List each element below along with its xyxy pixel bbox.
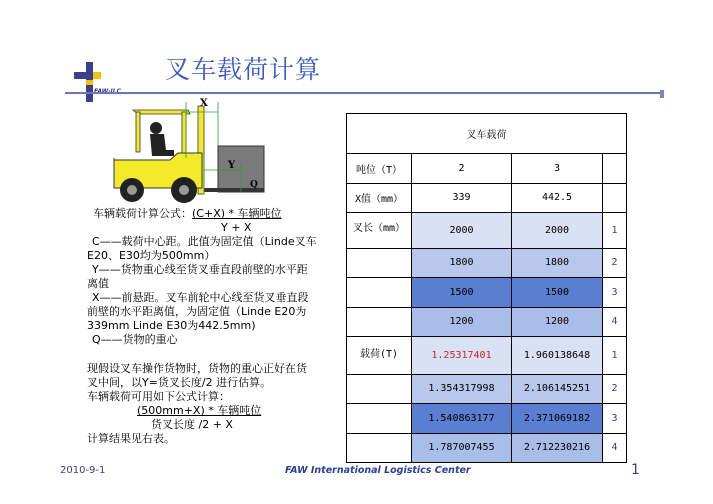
page-number: 1 <box>631 462 640 478</box>
q-definition: Q——货物的重心 <box>92 333 178 346</box>
footer-date: 2010-9-1 <box>60 465 106 476</box>
x-dimension-label: X <box>200 98 208 109</box>
page-title: 叉车载荷计算 <box>165 55 322 84</box>
row-index: 4 <box>603 433 627 463</box>
load-label: 载荷(T) <box>347 337 412 375</box>
row-index: 3 <box>603 404 627 434</box>
formula-numerator: (C+X) * 车辆吨位 <box>192 207 282 220</box>
table-row <box>347 213 627 249</box>
table-row <box>347 337 627 375</box>
y-dimension-label: Y <box>228 160 236 171</box>
row-index: 1 <box>603 337 627 375</box>
x-value-label: X值（mm） <box>347 183 412 213</box>
fork-length-cell: 1800 <box>412 248 512 278</box>
note-line3: 车辆载荷可用如下公式计算： <box>87 390 230 403</box>
load-cell: 1.960138648 <box>512 337 603 375</box>
table-row <box>347 433 627 463</box>
c-definition-1: C——载荷中心距。此值为固定值（Linde叉车 <box>92 235 317 248</box>
load-cell: 1.787007455 <box>412 433 512 463</box>
forklift-diagram <box>108 98 268 206</box>
decorative-bar <box>660 90 664 98</box>
x-definition-2: 前壁的水平距离值，为固定值（Linde E20为 <box>87 305 307 318</box>
table-row <box>347 374 627 404</box>
note-numerator: (500mm+X) * 车辆吨位 <box>137 404 262 417</box>
fork-length-cell: 1500 <box>512 278 603 308</box>
fork-length-cell: 1500 <box>412 278 512 308</box>
note-line4: 计算结果见右表。 <box>87 432 175 445</box>
y-definition-1: Y——货物重心线至货叉垂直段前壁的水平距 <box>92 263 308 276</box>
x-value: 442.5 <box>512 183 603 213</box>
load-cell: 1.354317998 <box>412 374 512 404</box>
note-line1: 现假设叉车操作货物时，货物的重心正好在货 <box>87 362 307 375</box>
x-value: 339 <box>412 183 512 213</box>
load-cell: 2.106145251 <box>512 374 603 404</box>
note-denominator: 货叉长度 /2 + X <box>151 418 233 431</box>
q-center-label: Q <box>250 180 258 190</box>
footer-organization: FAW International Logistics Center <box>285 465 471 476</box>
table-row <box>347 248 627 278</box>
load-cell: 1.540863177 <box>412 404 512 434</box>
fork-length-label: 叉长（mm） <box>347 213 412 249</box>
x-definition-3: 339mm Linde E30为442.5mm) <box>87 319 256 332</box>
fork-length-cell: 1200 <box>412 307 512 337</box>
load-cell: 2.712230216 <box>512 433 603 463</box>
table-row <box>347 307 627 337</box>
row-index: 3 <box>603 278 627 308</box>
title-underline <box>65 92 662 94</box>
tonnage-value: 2 <box>412 154 512 184</box>
fork-length-cell: 2000 <box>512 213 603 249</box>
tonnage-label: 吨位（T） <box>347 154 412 184</box>
y-definition-2: 离值 <box>87 277 109 290</box>
load-cell: 2.371069182 <box>512 404 603 434</box>
row-index: 2 <box>603 374 627 404</box>
row-index: 2 <box>603 248 627 278</box>
formula-line1 <box>93 207 282 221</box>
driver-icon <box>150 122 162 134</box>
row-index: 1 <box>603 213 627 249</box>
fork-length-cell: 1800 <box>512 248 603 278</box>
fork-length-cell: 1200 <box>512 307 603 337</box>
formula-prefix: 车辆载荷计算公式： <box>93 207 192 220</box>
table-row <box>347 404 627 434</box>
table-row <box>347 278 627 308</box>
row-index: 4 <box>603 307 627 337</box>
load-cell: 1.25317401 <box>412 337 512 375</box>
formula-denominator: Y + X <box>221 221 252 234</box>
table-header: 叉车载荷 <box>347 114 627 154</box>
fork-length-cell: 2000 <box>412 213 512 249</box>
x-definition-1: X——前悬距。叉车前轮中心线至货叉垂直段 <box>92 291 309 304</box>
c-definition-2: E20、E30均为500mm） <box>87 249 216 262</box>
load-table <box>346 113 627 463</box>
tonnage-value: 3 <box>512 154 603 184</box>
note-line2: 叉中间，以Y=货叉长度/2 进行估算。 <box>87 376 272 389</box>
